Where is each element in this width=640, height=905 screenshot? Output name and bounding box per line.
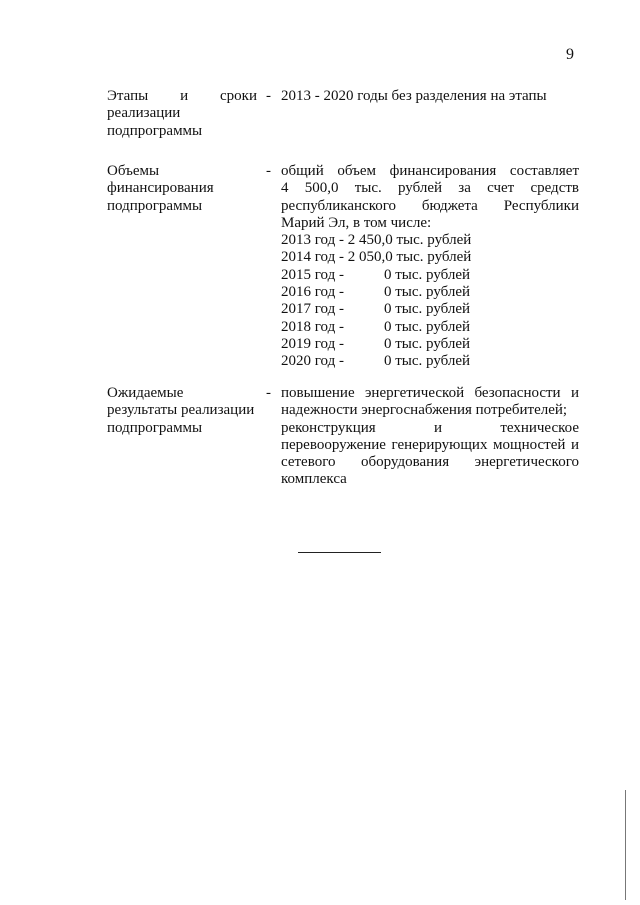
row-label [107, 163, 257, 215]
value-line: комплекса [281, 471, 347, 488]
year-line [281, 249, 579, 266]
row-label [107, 88, 257, 140]
row-label [107, 385, 257, 437]
label-line: подпрограммы [107, 197, 203, 214]
row-value [281, 88, 579, 105]
year: 2013 год - [281, 232, 344, 249]
year-line [281, 284, 579, 301]
row-value [281, 163, 579, 371]
value-line: республиканского бюджета Республики [281, 197, 579, 214]
amount: 2 450,0 тыс. рублей [347, 232, 472, 249]
year-line [281, 301, 579, 318]
year: 2014 год - [281, 249, 344, 266]
year: 2018 год - [281, 318, 344, 335]
amount: 0 тыс. рублей [384, 353, 471, 370]
label-line: подпрограммы [107, 419, 203, 436]
label-line: финансирования [107, 180, 214, 197]
year-line [281, 267, 579, 284]
label-line: подпрограммы [107, 122, 203, 139]
amount: 2 050,0 тыс. рублей [347, 249, 472, 266]
year: 2015 год - [281, 266, 344, 283]
label-line: реализации [107, 105, 181, 122]
label-line: Ожидаемые [107, 385, 184, 401]
value-line: 2013 - 2020 годы без разделения на этапы [281, 88, 547, 104]
row-value [281, 385, 579, 489]
amount: 0 тыс. рублей [384, 284, 471, 301]
amount: 0 тыс. рублей [384, 335, 471, 352]
value-line: реконструкция и техническое [281, 419, 579, 436]
value-line: 4 500,0 тыс. рублей за счет средств [281, 180, 579, 197]
page-number: 9 [566, 46, 574, 63]
year: 2019 год - [281, 335, 344, 352]
year: 2017 год - [281, 301, 344, 318]
year-line [281, 232, 579, 249]
year: 2020 год - [281, 353, 344, 370]
value-line: повышение энергетической безопасности и [281, 385, 579, 401]
label-line: Этапы и сроки [107, 88, 257, 104]
label-line: Объемы [107, 163, 160, 179]
dash: - [266, 88, 271, 104]
scan-edge [625, 790, 626, 900]
separator-line [298, 552, 381, 553]
year: 2016 год - [281, 284, 344, 301]
dash: - [266, 163, 271, 179]
amount: 0 тыс. рублей [384, 318, 471, 335]
year-line [281, 353, 579, 370]
dash: - [266, 385, 271, 401]
value-line: общий объем финансирования составляет [281, 163, 579, 179]
value-line: Марий Эл, в том числе: [281, 214, 432, 231]
label-line: результаты реализации [107, 402, 255, 419]
year-line [281, 336, 579, 353]
amount: 0 тыс. рублей [384, 301, 471, 318]
year-line [281, 319, 579, 336]
amount: 0 тыс. рублей [384, 266, 471, 283]
value-line: сетевого оборудования энергетического [281, 454, 579, 471]
value-line: перевооружение генерирующих мощностей и [281, 436, 579, 453]
value-line: надежности энергоснабжения потребителей; [281, 402, 568, 419]
